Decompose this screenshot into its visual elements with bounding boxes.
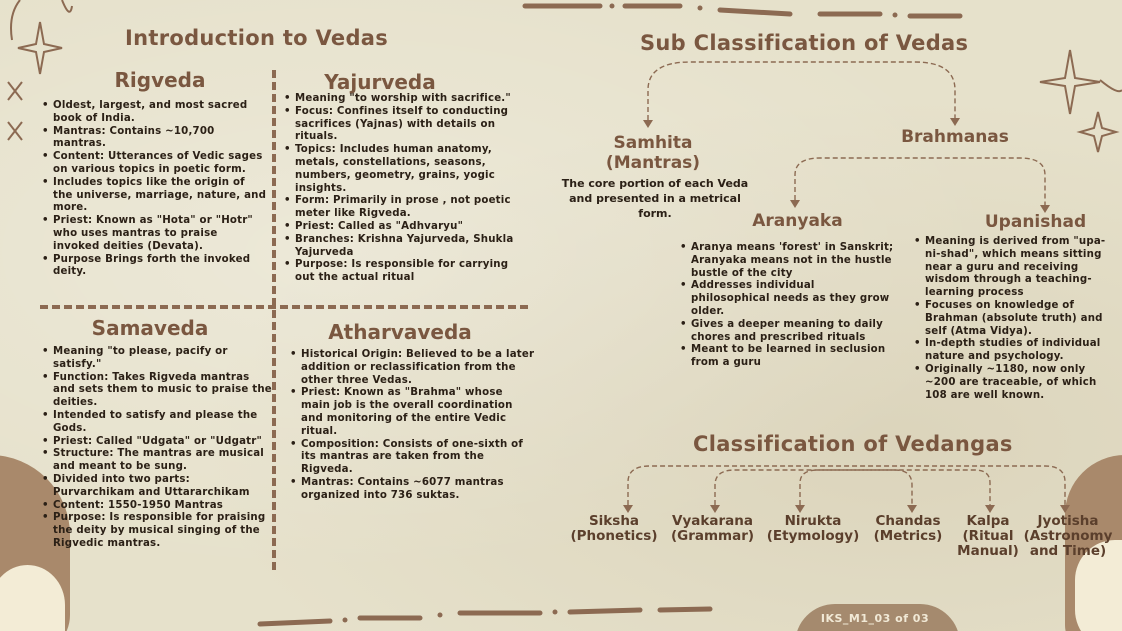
cross-icon: [8, 82, 22, 100]
list-item: • Purpose Brings forth the invoked deity.: [42, 254, 267, 280]
rigveda-list: [42, 100, 267, 279]
list-item: • Content: 1550-1950 Mantras: [42, 500, 272, 513]
atharvaveda-title: Atharvaveda: [328, 320, 472, 344]
vedanga-name: Chandas: [875, 513, 941, 529]
list-item: • Aranya means 'forest' in Sanskrit; Aranyaka means not in the hustle bustle of the city: [680, 242, 895, 280]
samhita-title: Samhita (Mantras): [605, 133, 701, 173]
yajurveda-list: [284, 93, 519, 285]
list-item: • Historical Origin: Believed to be a later addition or reclassification from the other three Vedas.: [290, 349, 535, 387]
list-item: • Branches: Krishna Yajurveda, Shukla Yajurveda: [284, 234, 519, 260]
list-item: • Purpose: Is responsible for carrying out the actual ritual: [284, 259, 519, 285]
list-item: • Priest: Called "Udgata" or "Udgatr": [42, 436, 272, 449]
vedanga-sub: (Ritual Manual): [957, 528, 1019, 559]
upanishad-list: [914, 236, 1108, 402]
vedanga-name: Jyotisha: [1037, 513, 1099, 529]
list-item: • Meaning "to worship with sacrifice.": [284, 93, 519, 106]
list-item: • Topics: Includes human anatomy, metals, constellations, seasons, numbers, geometry, grains, yogic insights.: [284, 144, 519, 195]
list-item: • In-depth studies of individual nature and psychology.: [914, 338, 1108, 364]
upanishad-title: Upanishad: [984, 212, 1087, 232]
aranyaka-title: Aranyaka: [752, 211, 843, 231]
list-item: • Focus: Confines itself to conducting sacrifices (Yajnas) with details on rituals.: [284, 106, 519, 144]
vedanga-vyakarana: [665, 514, 760, 544]
vedanga-name: Nirukta: [784, 513, 842, 529]
sparkle-icon: [1040, 50, 1100, 114]
list-item: • Meant to be learned in seclusion from a guru: [680, 344, 895, 370]
page-title: Introduction to Vedas: [125, 26, 389, 50]
list-item: • Function: Takes Rigveda mantras and sets them to music to praise the deities.: [42, 372, 272, 410]
list-item: • Originally ~1180, now only ~200 are traceable, of which 108 are well known.: [914, 364, 1108, 402]
vedanga-name: Vyakarana: [672, 513, 753, 529]
list-item: • Meaning "to please, pacify or satisfy.": [42, 346, 272, 372]
vedanga-sub: (Metrics): [873, 528, 943, 544]
vedanga-kalpa: [954, 514, 1022, 559]
samaveda-list: [42, 346, 272, 551]
vedanga-jyotisha: [1022, 514, 1114, 559]
list-item: • Priest: Called as "Adhvaryu": [284, 221, 519, 234]
list-item: • Composition: Consists of one-sixth of its mantras are taken from the Rigveda.: [290, 439, 535, 477]
vedanga-siksha: [568, 514, 660, 544]
atharvaveda-list: [290, 349, 535, 503]
vedanga-name: Siksha: [588, 513, 640, 529]
aranyaka-list: [680, 242, 895, 370]
list-item: • Focuses on knowledge of Brahman (absolute truth) and self (Atma Vidya).: [914, 300, 1108, 338]
vedanga-sub: (Etymology): [766, 528, 860, 544]
vedangas-title: Classification of Vedangas: [693, 432, 1013, 456]
vertical-divider: [272, 70, 276, 570]
sparkle-icon: [1080, 112, 1116, 152]
list-item: • Structure: The mantras are musical and meant to be sung.: [42, 448, 272, 474]
list-item: • Priest: Known as "Brahma" whose main job is the overall coordination and monitoring of the entire Vedic ritual.: [290, 387, 535, 438]
list-item: • Addresses individual philosophical needs as they grow older.: [680, 280, 895, 318]
list-item: • Mantras: Contains ~6077 mantras organized into 736 suktas.: [290, 477, 535, 503]
sub-classification-title: Sub Classification of Vedas: [640, 31, 969, 55]
vedanga-sub: (Phonetics): [570, 528, 658, 544]
list-item: • Meaning is derived from "upa-ni-shad", which means sitting near a guru and receiving wisdom through a teaching-learning process: [914, 236, 1108, 300]
vedanga-sub: (Grammar): [670, 528, 755, 544]
samhita-description: The core portion of each Veda and presented in a metrical form.: [561, 177, 749, 220]
list-item: • Gives a deeper meaning to daily chores and prescribed rituals: [680, 319, 895, 345]
vedanga-name: Kalpa: [966, 513, 1010, 529]
sparkle-icon: [18, 22, 62, 74]
vedanga-sub: (Astronomy and Time): [1023, 528, 1113, 559]
page-number: IKS_M1_03 of 03: [820, 612, 930, 625]
list-item: • Priest: Known as "Hota" or "Hotr" who uses mantras to praise invoked deities (Devata).: [42, 215, 267, 253]
brahmanas-title: Brahmanas: [901, 127, 1009, 147]
vedanga-chandas: [866, 514, 950, 544]
list-item: • Divided into two parts: Purvarchikam and Uttararchikam: [42, 474, 272, 500]
list-item: • Content: Utterances of Vedic sages on various topics in poetic form.: [42, 151, 267, 177]
list-item: • Includes topics like the origin of the universe, marriage, nature, and more.: [42, 177, 267, 215]
cross-icon: [8, 122, 22, 140]
vedanga-nirukta: [764, 514, 862, 544]
list-item: • Oldest, largest, and most sacred book of India.: [42, 100, 267, 126]
yajurveda-title: Yajurveda: [324, 70, 436, 94]
list-item: • Form: Primarily in prose , not poetic meter like Rigveda.: [284, 195, 519, 221]
list-item: • Intended to satisfy and please the Gods.: [42, 410, 272, 436]
horizontal-divider: [40, 305, 528, 309]
list-item: • Mantras: Contains ~10,700 mantras.: [42, 126, 267, 152]
rigveda-title: Rigveda: [114, 68, 206, 92]
list-item: • Purpose: Is responsible for praising the deity by musical singing of the Rigvedic mantras.: [42, 512, 272, 550]
samaveda-title: Samaveda: [91, 316, 209, 340]
